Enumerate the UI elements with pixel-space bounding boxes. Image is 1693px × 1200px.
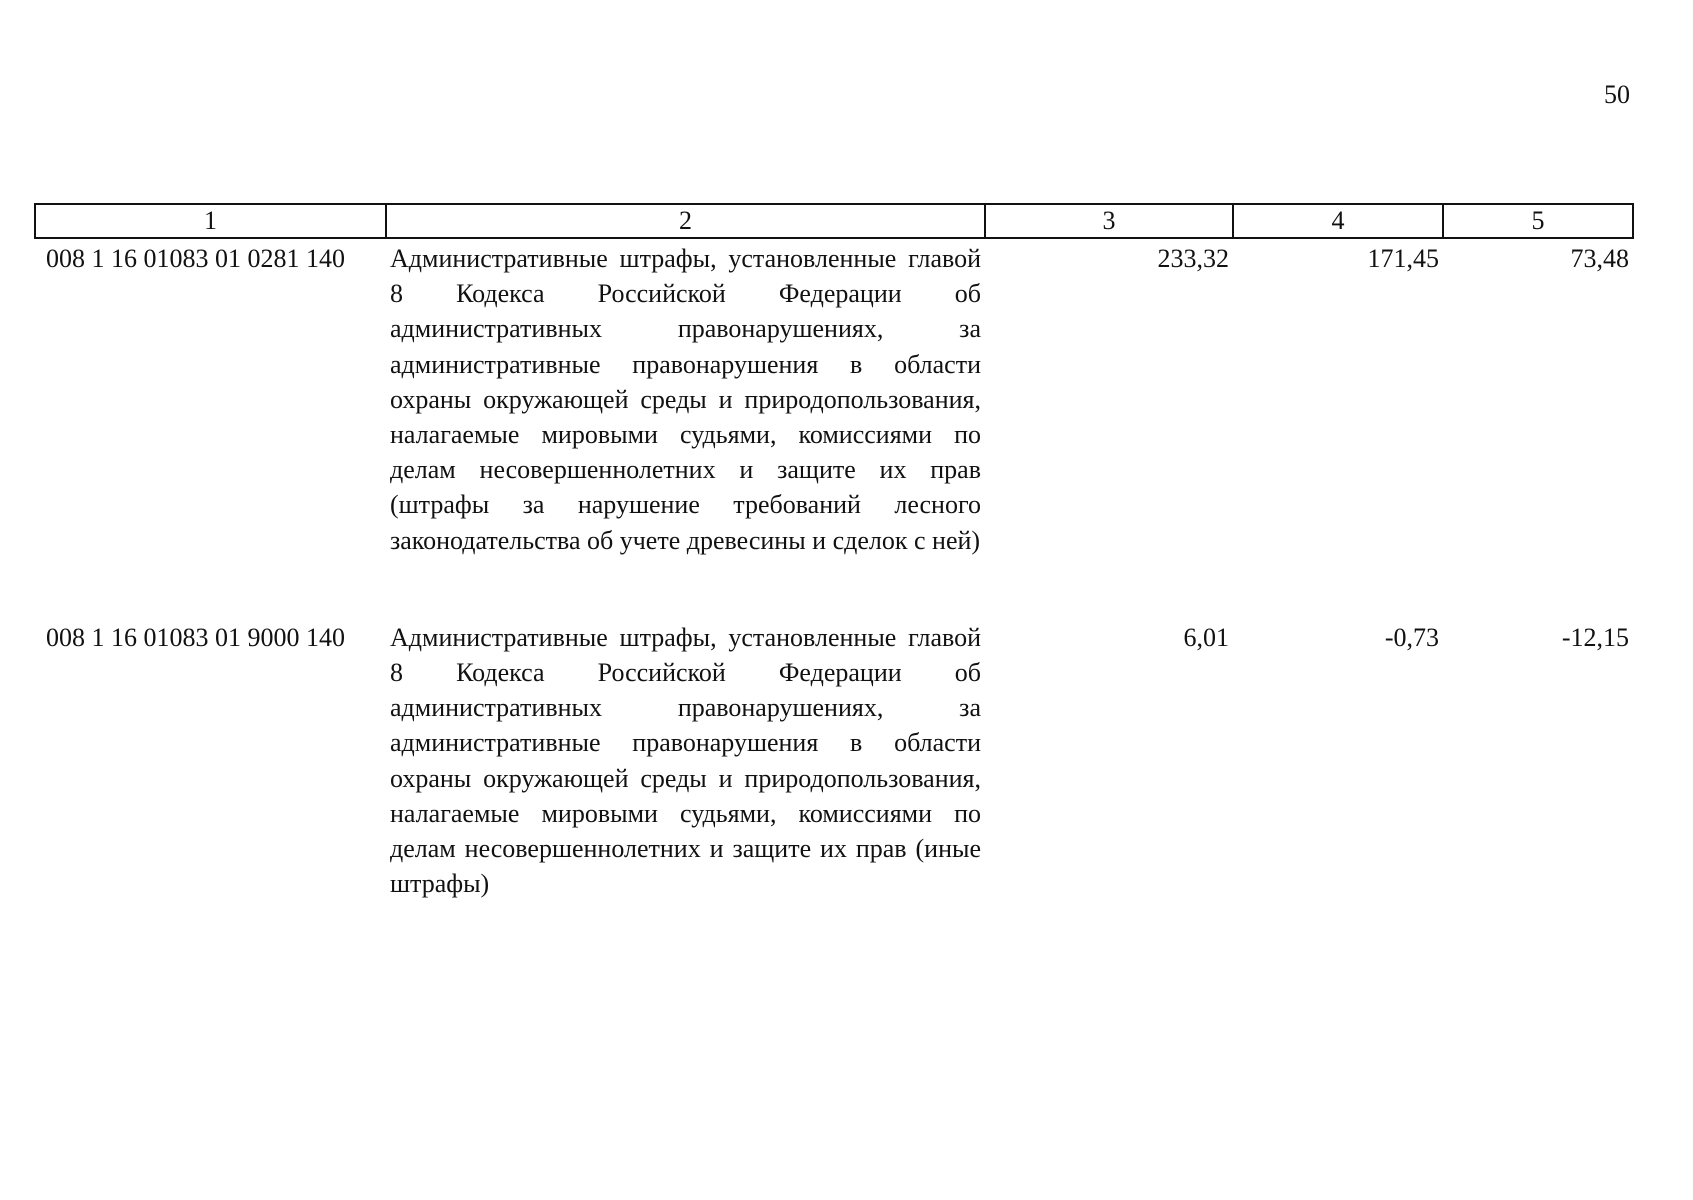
value-col-3: 6,01	[1183, 622, 1229, 652]
revenue-description-text: Административные штрафы, установленные главой 8 Кодекса Российской Федерации об административных правонарушениях, за административные правонарушения в области охраны окружающей среды и природопользования, налагаемые мировыми судьями, комиссиями по делам несовершеннолетних и защите их прав (штрафы за нарушение требований лесного законодательства об учете древесины и сделок с ней)	[390, 244, 981, 555]
page-number: 50	[1604, 80, 1630, 109]
table-header	[35, 204, 1633, 238]
header-col-2: 2	[386, 204, 985, 238]
header-col-4: 4	[1233, 204, 1443, 238]
value-col-4: -0,73	[1384, 622, 1439, 652]
value-col-3: 233,32	[1157, 244, 1229, 273]
revenue-code: 008 1 16 01083 01 0281 140	[46, 244, 345, 273]
revenue-description-text: Административные штрафы, установленные главой 8 Кодекса Российской Федерации об административных правонарушениях, за административные правонарушения в области охраны окружающей среды и природопользования, налагаемые мировыми судьями, комиссиями по делам несовершеннолетних и защите их прав (иные штрафы)	[390, 622, 981, 899]
table-body	[35, 238, 1633, 901]
value-col-4: 171,45	[1367, 244, 1439, 273]
revenue-description	[386, 238, 985, 618]
value-col-5: -12,15	[1561, 622, 1629, 652]
header-row	[35, 204, 1633, 238]
header-col-3: 3	[985, 204, 1233, 238]
header-col-5: 5	[1443, 204, 1633, 238]
table-row	[35, 618, 1633, 902]
budget-table	[34, 203, 1634, 901]
table-row	[35, 238, 1633, 618]
value-col-5: 73,48	[1570, 244, 1629, 273]
revenue-description	[386, 618, 985, 902]
revenue-code: 008 1 16 01083 01 9000 140	[46, 622, 345, 652]
header-col-1: 1	[35, 204, 386, 238]
